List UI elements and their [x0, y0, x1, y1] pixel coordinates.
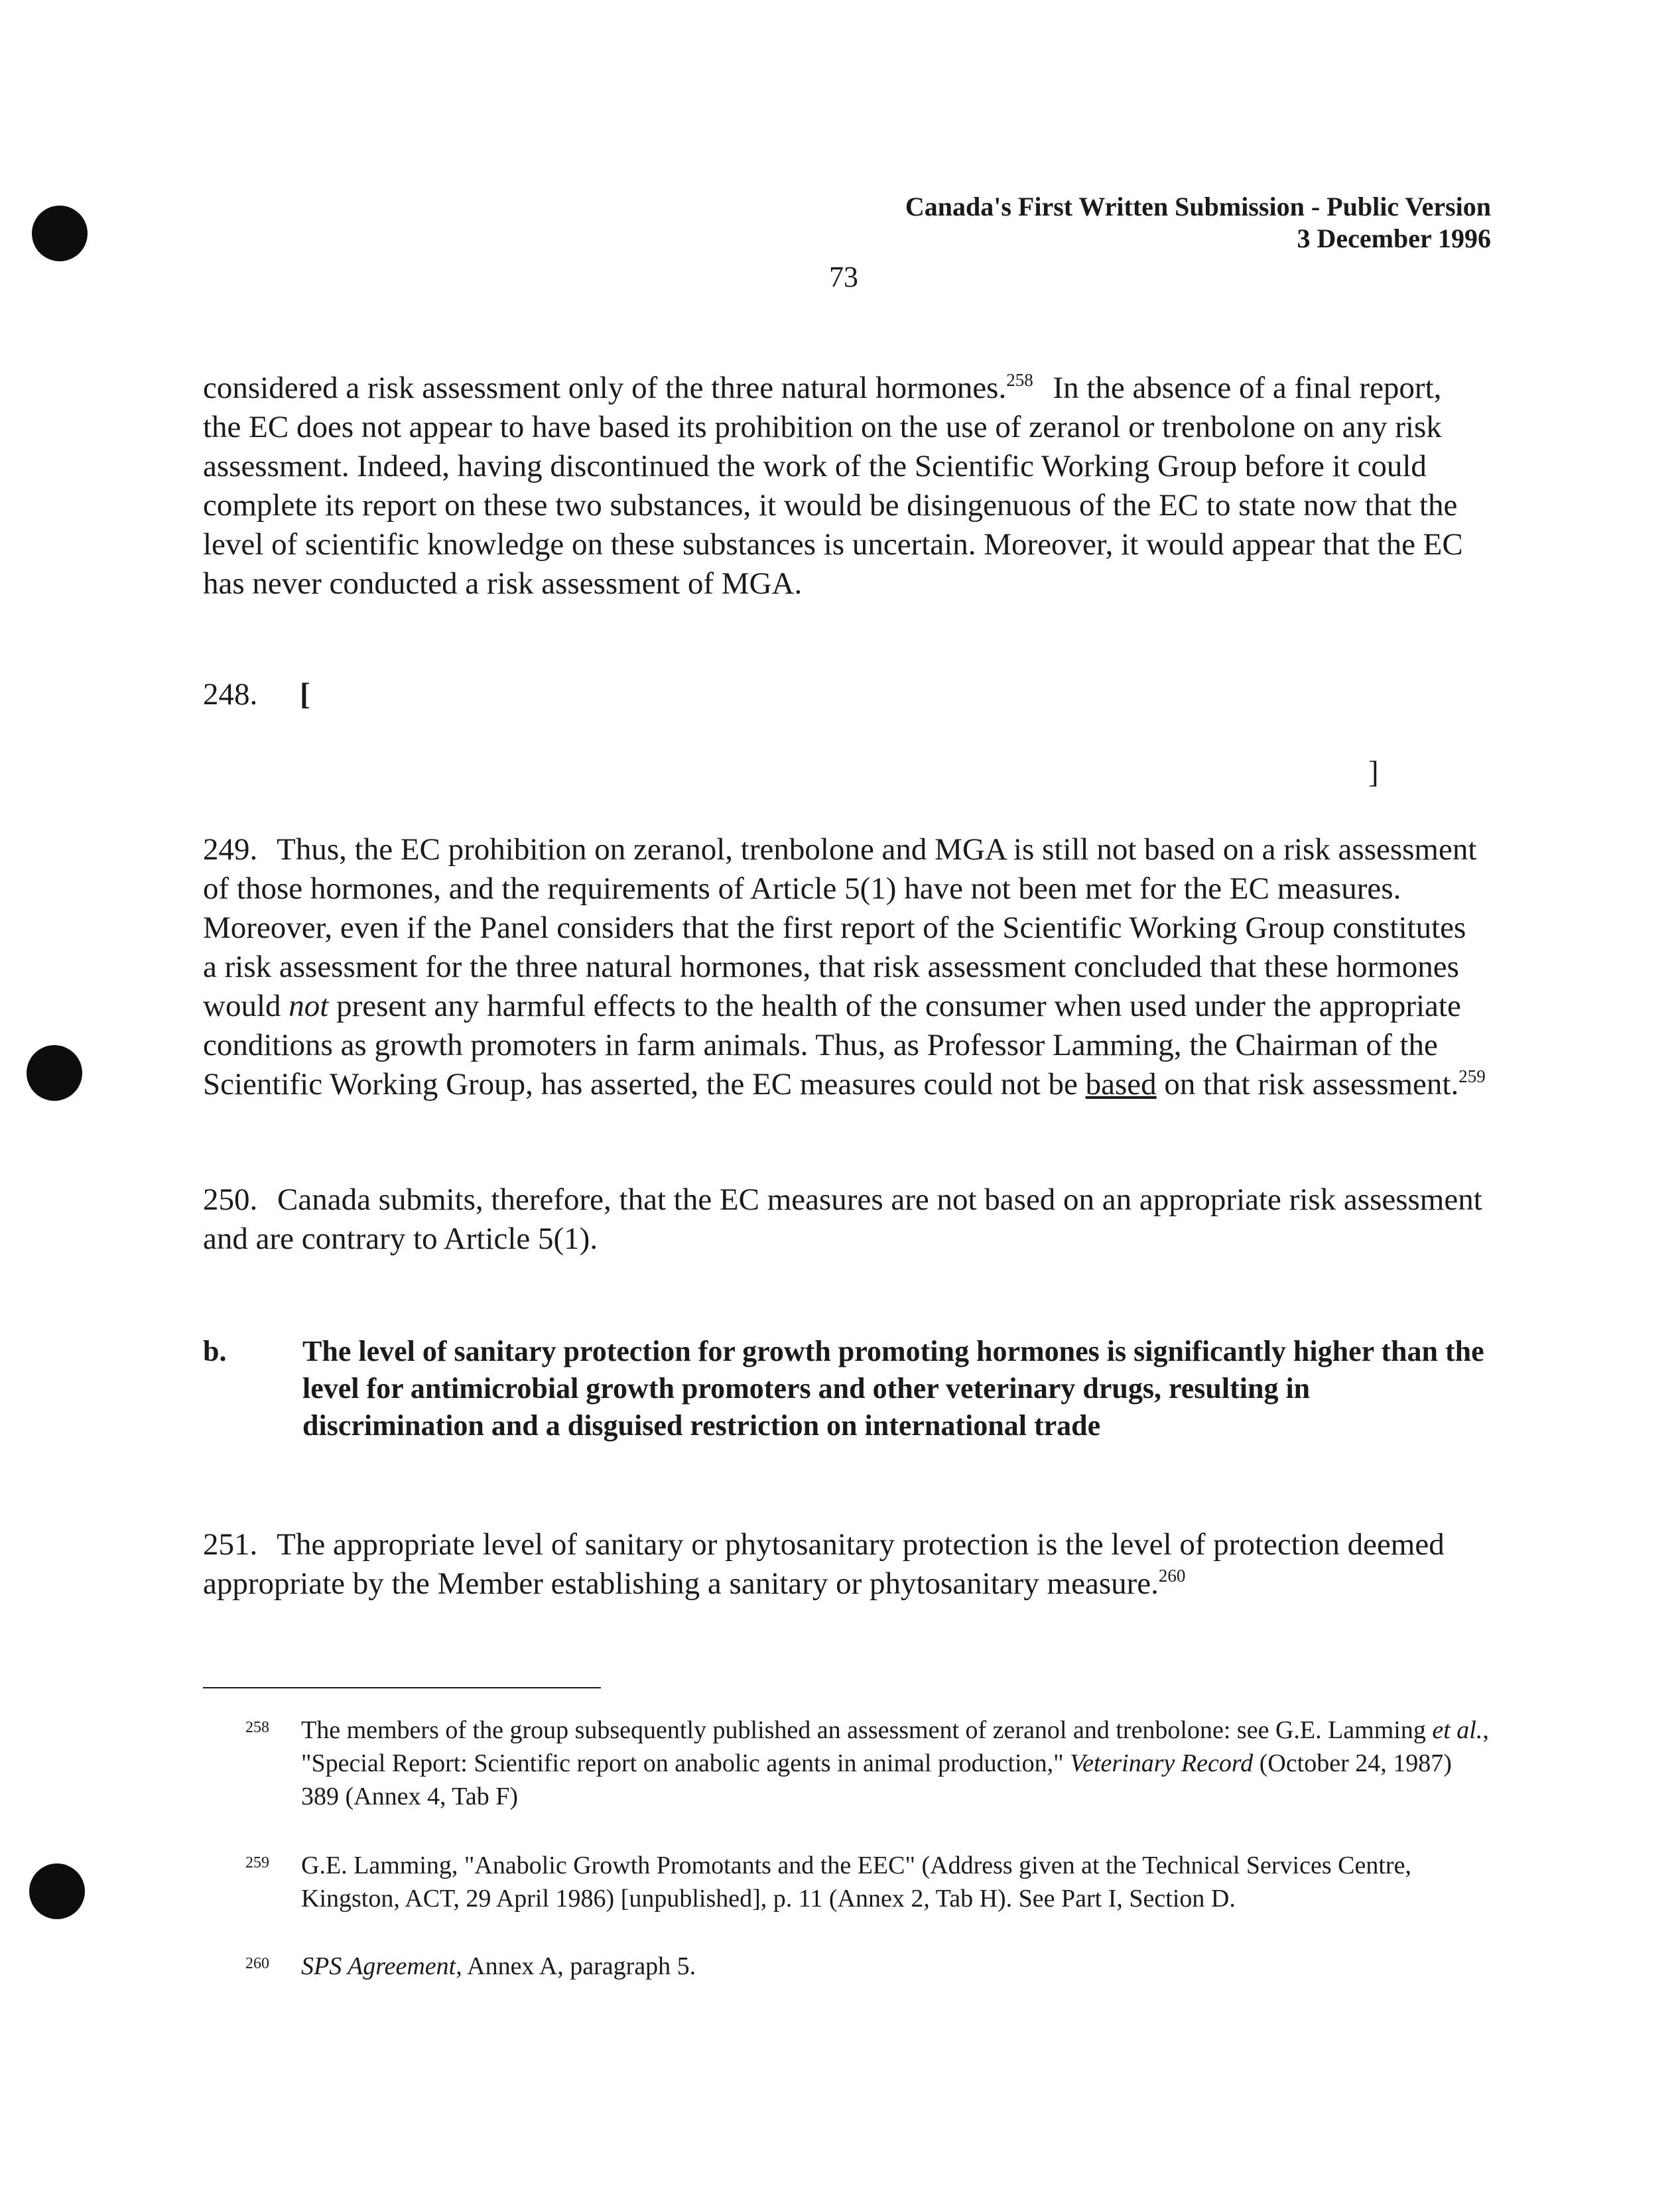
footnote-ref-258: 258	[1006, 370, 1033, 390]
paragraph-text: on that risk assessment.	[1164, 1067, 1459, 1102]
footnote-journal: Veterinary Record	[1070, 1749, 1254, 1777]
binder-hole-bottom	[29, 1863, 85, 1919]
paragraph-number: 249.	[203, 832, 258, 867]
paragraph-number: 250.	[203, 1182, 258, 1217]
paragraph-text: Canada submits, therefore, that the EC measures are not based on an appropriate risk assessment and are contrary to Article 5(1).	[203, 1182, 1482, 1256]
document-header	[905, 191, 1491, 255]
paragraph-text: The appropriate level of sanitary or phytosanitary protection is the level of protection deemed appropriate by the Member establishing a sanitary or phytosanitary measure.	[203, 1527, 1445, 1601]
footnote-text: (October 24, 1987) 389 (Annex 4, Tab F)	[301, 1749, 1452, 1810]
paragraph-248-number: 248.	[203, 677, 258, 712]
footnote-260	[247, 1950, 1494, 1983]
footnote-text: The members of the group subsequently published an assessment of zeranol and trenbolone: see G.E. Lamming	[301, 1716, 1426, 1744]
footnote-emphasis: et al.	[1432, 1716, 1483, 1744]
emphasis-text: not	[289, 989, 329, 1023]
paragraph-number: 251.	[203, 1527, 258, 1562]
footnote-258	[247, 1714, 1494, 1813]
footnote-259	[247, 1849, 1494, 1915]
footnote-separator	[203, 1687, 601, 1688]
paragraph-text: Thus, the EC prohibition on zeranol, trenbolone and MGA is still not based on a risk assessment of those hormones, and the requirements of Article 5(1) have not been met for the EC measures. Moreover, even if the Panel considers that the first report of the Scientific Working Group constitutes a risk assessment for the three natural hormones, that risk assessment concluded that these hormones would	[203, 832, 1477, 1023]
header-date: 3 December 1996	[1297, 223, 1491, 253]
header-title: Canada's First Written Submission - Public Version	[905, 192, 1491, 221]
binder-hole-middle	[27, 1045, 82, 1101]
footnote-text: , Annex A, paragraph 5.	[456, 1952, 696, 1980]
redaction-open-bracket: [	[300, 677, 310, 712]
paragraph-text: In the absence of a final report, the EC does not appear to have based its prohibition on the use of zeranol or trenbolone on any risk assessment. Indeed, having discontinued the work of the Scientific Working Group before it could complete its report on these two substances, it would be disingenuous of the EC to state now that the level of scientific knowledge on these substances is uncertain. Moreover, it would appear that the EC has never conducted a risk assessment of MGA.	[203, 371, 1463, 601]
footnote-ref-260: 260	[1158, 1566, 1186, 1586]
heading-letter: b.	[203, 1335, 227, 1367]
page-number: 73	[829, 261, 858, 293]
heading-text: The level of sanitary protection for growth promoting hormones is significantly higher than the level for antimicrobial growth promoters and other veterinary drugs, resulting in discrimination and a disguised restriction on international trade	[302, 1335, 1484, 1442]
footnote-mark: 258	[245, 1719, 269, 1736]
footnote-ref-259: 259	[1458, 1066, 1486, 1086]
footnote-text: G.E. Lamming, "Anabolic Growth Promotants and the EEC" (Address given at the Technical Services Centre, Kingston, ACT, 29 April 1986) [unpublished], p. 11 (Annex 2, Tab H). See Part I, Section D.	[301, 1852, 1411, 1913]
paragraph-249	[203, 830, 1486, 1104]
binder-hole-top	[32, 206, 88, 261]
footnote-mark: 259	[245, 1854, 269, 1871]
paragraph-continued	[203, 369, 1486, 603]
paragraph-250	[203, 1180, 1486, 1259]
paragraph-text: present any harmful effects to the health of the consumer when used under the appropriate conditions as growth promoters in farm animals. Thus, as Professor Lamming, the Chairman of the Scientific Working Group, has asserted, the EC measures could not be	[203, 989, 1461, 1102]
footnote-text: , "Special Report: Scientific report on anabolic agents in animal production,"	[301, 1716, 1489, 1777]
underlined-text: based	[1085, 1067, 1157, 1102]
paragraph-text: considered a risk assessment only of the three natural hormones.	[203, 371, 1007, 405]
paragraph-251	[203, 1525, 1486, 1604]
redaction-close-bracket: ]	[1368, 755, 1379, 790]
footnote-title: SPS Agreement	[301, 1952, 456, 1980]
footnote-mark: 260	[245, 1955, 269, 1972]
